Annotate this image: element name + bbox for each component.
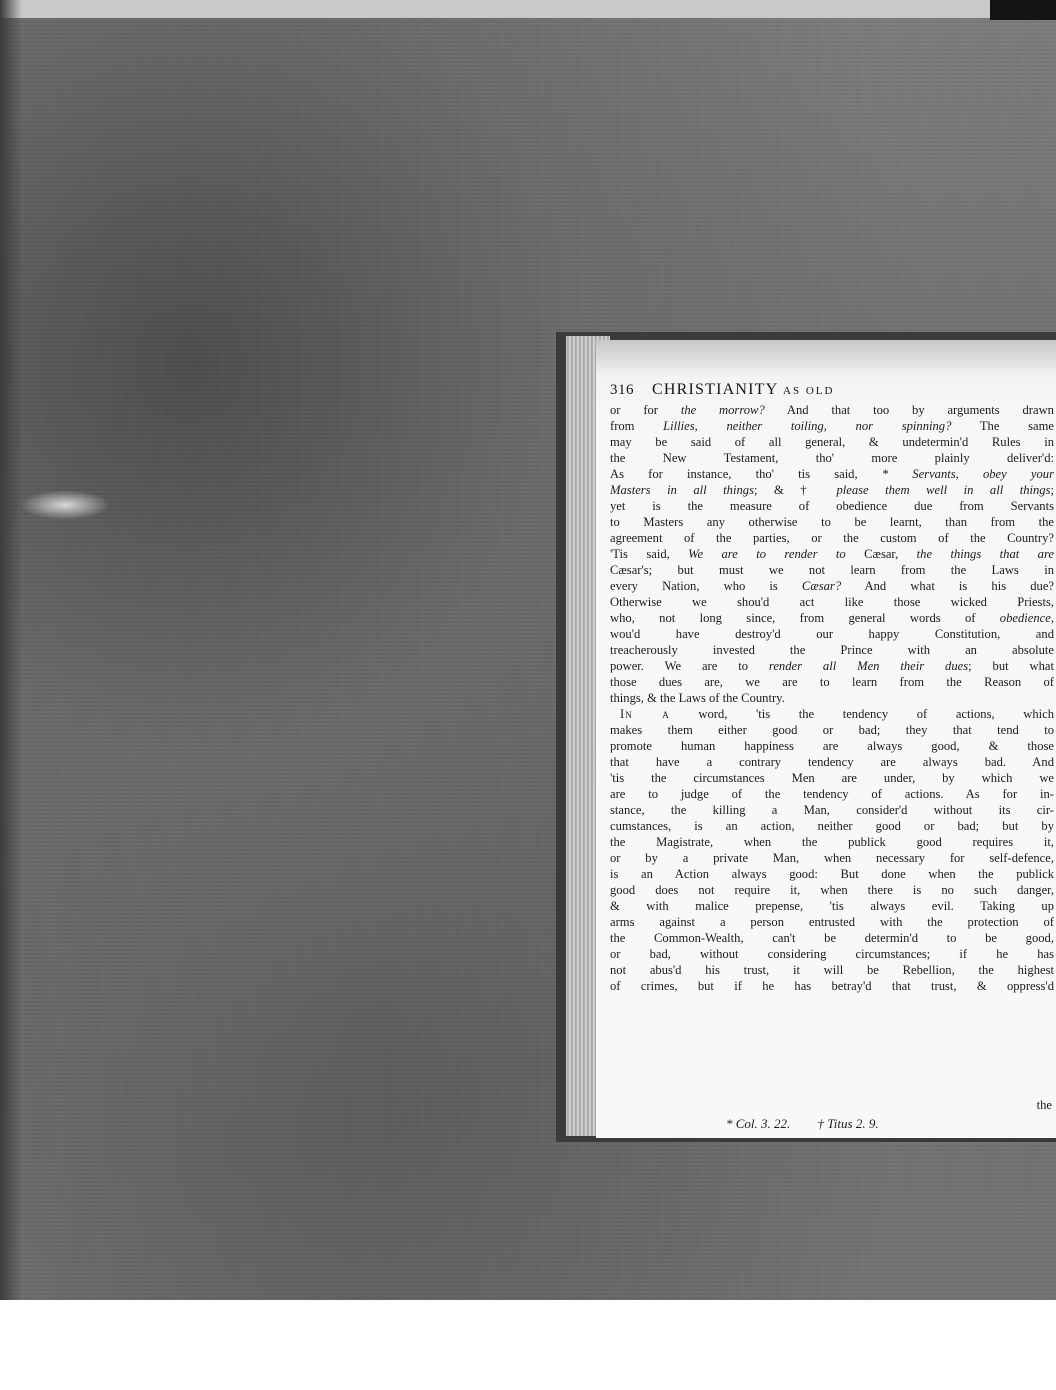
text-run: makes them either good or bad; they that tend to bbox=[610, 723, 1054, 737]
text-run: may be said of all general, & undetermin'd Rules in bbox=[610, 435, 1054, 449]
footnote-1: * Col. 3. 22. bbox=[726, 1116, 791, 1131]
text-line bbox=[610, 930, 1054, 946]
text-run: or by a private Man, when necessary for self-defence, bbox=[610, 851, 1054, 865]
text-line bbox=[610, 914, 1054, 930]
text-line bbox=[610, 690, 1054, 706]
text-line bbox=[610, 658, 1054, 674]
text-run: cumstances, is an action, neither good or bad; but by bbox=[610, 819, 1054, 833]
text-run: arms against a person entrusted with the protection of bbox=[610, 915, 1054, 929]
running-head bbox=[610, 382, 1050, 402]
text-line bbox=[610, 802, 1054, 818]
text-run: Otherwise we shou'd act like those wicked Priests, bbox=[610, 595, 1054, 609]
text-line bbox=[610, 578, 1054, 594]
text-line bbox=[610, 482, 1054, 498]
text-run: word, 'tis the tendency of actions, which bbox=[669, 707, 1054, 721]
scan-left-shadow bbox=[0, 0, 22, 1300]
text-line bbox=[610, 594, 1054, 610]
text-run: is an Action always good: But done when the publick bbox=[610, 867, 1054, 881]
italic-text: the things that are bbox=[916, 547, 1054, 561]
italic-text: * Servants, obey your bbox=[881, 467, 1054, 481]
text-line bbox=[610, 882, 1054, 898]
text-run: treacherously invested the Prince with an absolute bbox=[610, 643, 1054, 657]
text-run: Cæsar's; but must we not learn from the Laws in bbox=[610, 563, 1054, 577]
text-run: the Common-Wealth, can't be determin'd to be good, bbox=[610, 931, 1054, 945]
body-text bbox=[610, 402, 1054, 994]
text-run: power. We are to bbox=[610, 659, 769, 673]
italic-text: Lillies, neither toiling, nor spinning? bbox=[663, 419, 952, 433]
text-run: stance, the killing a Man, consider'd without its cir- bbox=[610, 803, 1054, 817]
footnote-2: † Titus 2. 9. bbox=[817, 1116, 879, 1131]
text-line bbox=[610, 850, 1054, 866]
text-run: & with malice prepense, 'tis always evil. Taking up bbox=[610, 899, 1054, 913]
text-run: good does not require it, when there is no such danger, bbox=[610, 883, 1054, 897]
text-line bbox=[610, 610, 1054, 626]
text-line bbox=[610, 450, 1054, 466]
italic-text: obedience, bbox=[999, 611, 1054, 625]
text-run: 'Tis said, bbox=[610, 547, 689, 561]
text-line bbox=[610, 546, 1054, 562]
text-run: ; & † bbox=[753, 483, 837, 497]
text-line bbox=[610, 738, 1054, 754]
page-top-smudge bbox=[596, 340, 1056, 378]
header-title-main: CHRISTIANITY bbox=[652, 381, 778, 398]
text-run: who, not long since, from general words of bbox=[610, 611, 1000, 625]
text-line bbox=[610, 818, 1054, 834]
text-line bbox=[610, 962, 1054, 978]
footnotes bbox=[726, 1116, 903, 1132]
header-title bbox=[652, 381, 834, 399]
header-title-small: AS OLD bbox=[783, 385, 835, 397]
text-run: And that too by arguments drawn bbox=[764, 403, 1054, 417]
text-run: those dues are, we are to learn from the Reason of bbox=[610, 675, 1054, 689]
italic-text: the morrow? bbox=[680, 403, 765, 417]
italic-text: We are to render to bbox=[688, 547, 846, 561]
page-number: 316 bbox=[610, 382, 634, 398]
italic-text: please them well in all things bbox=[836, 483, 1051, 497]
text-line bbox=[610, 498, 1054, 514]
text-run: that have a contrary tendency are always bad. And bbox=[610, 755, 1054, 769]
text-run: In a bbox=[620, 707, 670, 721]
text-line bbox=[610, 402, 1054, 418]
text-line bbox=[610, 722, 1054, 738]
text-run: 'tis the circumstances Men are under, by which we bbox=[610, 771, 1054, 785]
text-run: or for bbox=[610, 403, 681, 417]
text-line bbox=[610, 770, 1054, 786]
italic-text: Masters in all things bbox=[610, 483, 754, 497]
text-line bbox=[610, 834, 1054, 850]
text-line bbox=[610, 626, 1054, 642]
book-page bbox=[596, 340, 1056, 1138]
text-run: And what is his due? bbox=[841, 579, 1054, 593]
text-run: to Masters any otherwise to be learnt, than from the bbox=[610, 515, 1054, 529]
text-line bbox=[610, 530, 1054, 546]
text-line bbox=[610, 978, 1054, 994]
text-run: the New Testament, tho' more plainly deliver'd: bbox=[610, 451, 1054, 465]
text-run: wou'd have destroy'd our happy Constitution, and bbox=[610, 627, 1054, 641]
text-line bbox=[610, 754, 1054, 770]
text-run: yet is the measure of obedience due from Servants bbox=[610, 499, 1054, 513]
italic-text: Cæsar? bbox=[801, 579, 842, 593]
text-run: ; bbox=[1050, 483, 1054, 497]
scan-dark-corner bbox=[990, 0, 1056, 20]
text-line bbox=[610, 706, 1054, 722]
text-run: not abus'd his trust, it will be Rebellion, the highest bbox=[610, 963, 1054, 977]
text-line bbox=[610, 562, 1054, 578]
text-run: promote human happiness are always good, & those bbox=[610, 739, 1054, 753]
italic-text: render all Men their dues bbox=[768, 659, 969, 673]
text-line bbox=[610, 866, 1054, 882]
text-line bbox=[610, 946, 1054, 962]
text-run: Cæsar, bbox=[845, 547, 917, 561]
text-line bbox=[610, 786, 1054, 802]
text-line bbox=[610, 418, 1054, 434]
text-run: or bad, without considering circumstances; if he has bbox=[610, 947, 1054, 961]
text-line bbox=[610, 514, 1054, 530]
text-line bbox=[610, 674, 1054, 690]
text-line bbox=[610, 466, 1054, 482]
text-line bbox=[610, 642, 1054, 658]
text-run: ; but what bbox=[968, 659, 1054, 673]
text-run: things, & the Laws of the Country. bbox=[610, 691, 785, 705]
text-line bbox=[610, 898, 1054, 914]
text-run: every Nation, who is bbox=[610, 579, 802, 593]
scan-top-band bbox=[0, 0, 1056, 18]
text-line bbox=[610, 434, 1054, 450]
text-run: agreement of the parties, or the custom of the Country? bbox=[610, 531, 1054, 545]
text-run: As for instance, tho' tis said, bbox=[610, 467, 882, 481]
text-run: The same bbox=[951, 419, 1054, 433]
text-run: from bbox=[610, 419, 664, 433]
text-run: of crimes, but if he has betray'd that trust, & oppress'd bbox=[610, 979, 1054, 993]
catchword: the bbox=[1036, 1098, 1052, 1112]
text-run: the Magistrate, when the publick good requires it, bbox=[610, 835, 1054, 849]
text-run: are to judge of the tendency of actions. As for in- bbox=[610, 787, 1054, 801]
scan-light-smudge bbox=[20, 490, 110, 520]
